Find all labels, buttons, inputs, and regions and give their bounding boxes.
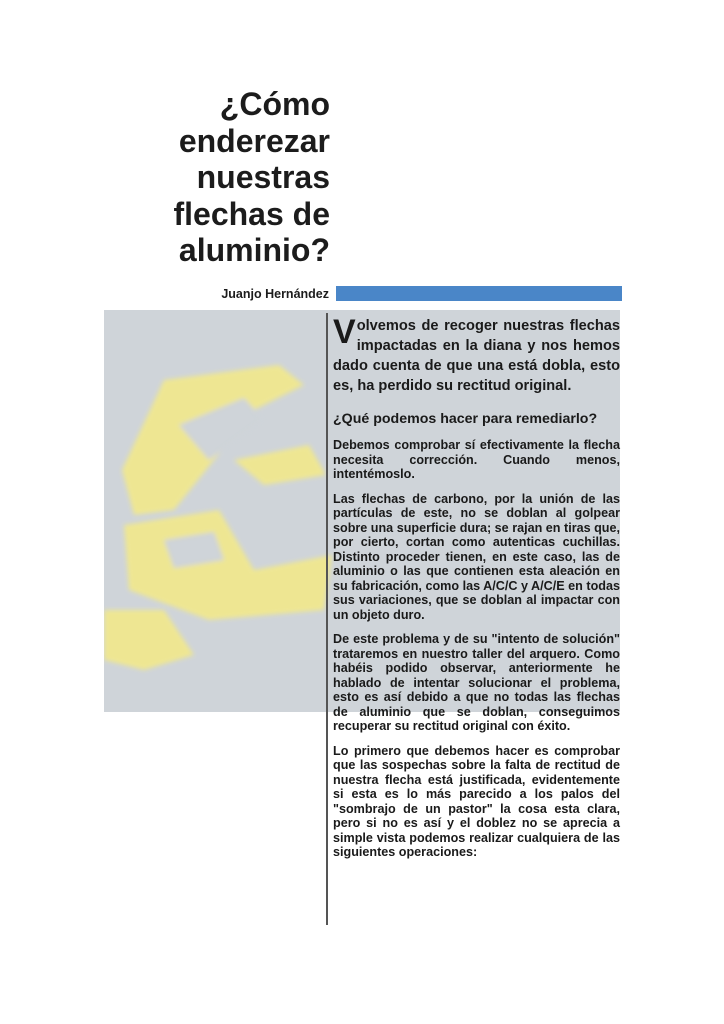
title-line: flechas de <box>173 195 330 232</box>
body-paragraph: De este problema y de su "intento de solución" trataremos en nuestro taller del arquero. Como habéis podido observar, anteriormente he hablado de intentar solucionar el problema, esto es así debido a que no todas las flechas de aluminio que se doblan, conseguimos recuperar su rectitud original con éxito. <box>333 632 620 733</box>
drop-cap: V <box>333 313 356 351</box>
lead-text: olvemos de recoger nuestras flechas impactadas en la diana y nos hemos dado cuenta de que una está dobla, esto es, ha perdido su rectitud original. <box>333 318 620 394</box>
column-divider <box>326 313 328 925</box>
lead-paragraph <box>333 313 620 396</box>
title-line: nuestras <box>196 159 330 195</box>
title-line: aluminio? <box>178 232 330 268</box>
article-body <box>333 313 620 870</box>
article-title <box>150 86 330 269</box>
body-paragraph: Debemos comprobar sí efectivamente la flecha necesita corrección. Cuando menos, intentémoslo. <box>333 438 620 481</box>
title-line: enderezar <box>178 122 330 159</box>
title-line: ¿Cómo <box>219 86 330 122</box>
body-paragraph: Lo primero que debemos hacer es comprobar que las sospechas sobre la falta de rectitud de nuestra flecha está justificada, evidentemente si esta es lo más parecido a los palos del "sombrajo de un pastor" la cosa esta clara, pero si no es así y el doblez no se aprecia a simple vista podemos realizar cualquiera de las siguientes operaciones: <box>333 743 620 859</box>
emblem-logo-icon <box>104 310 334 712</box>
body-paragraph: Las flechas de carbono, por la unión de las partículas de este, no se doblan al golpear sobre una superficie dura; se rajan en tiras que, por cierto, cortan como autenticas cuchillas. Distinto proceder tienen, en este caso, las de aluminio o las que contienen esta aleación en su fabricación, como las A/C/C y A/C/E en todas sus variaciones, que se doblan al impactar con un objeto duro. <box>333 491 620 622</box>
section-question: ¿Qué podemos hacer para remediarlo? <box>333 411 598 427</box>
author-name: Juanjo Hernández <box>221 287 329 301</box>
author-accent-bar <box>336 286 622 301</box>
